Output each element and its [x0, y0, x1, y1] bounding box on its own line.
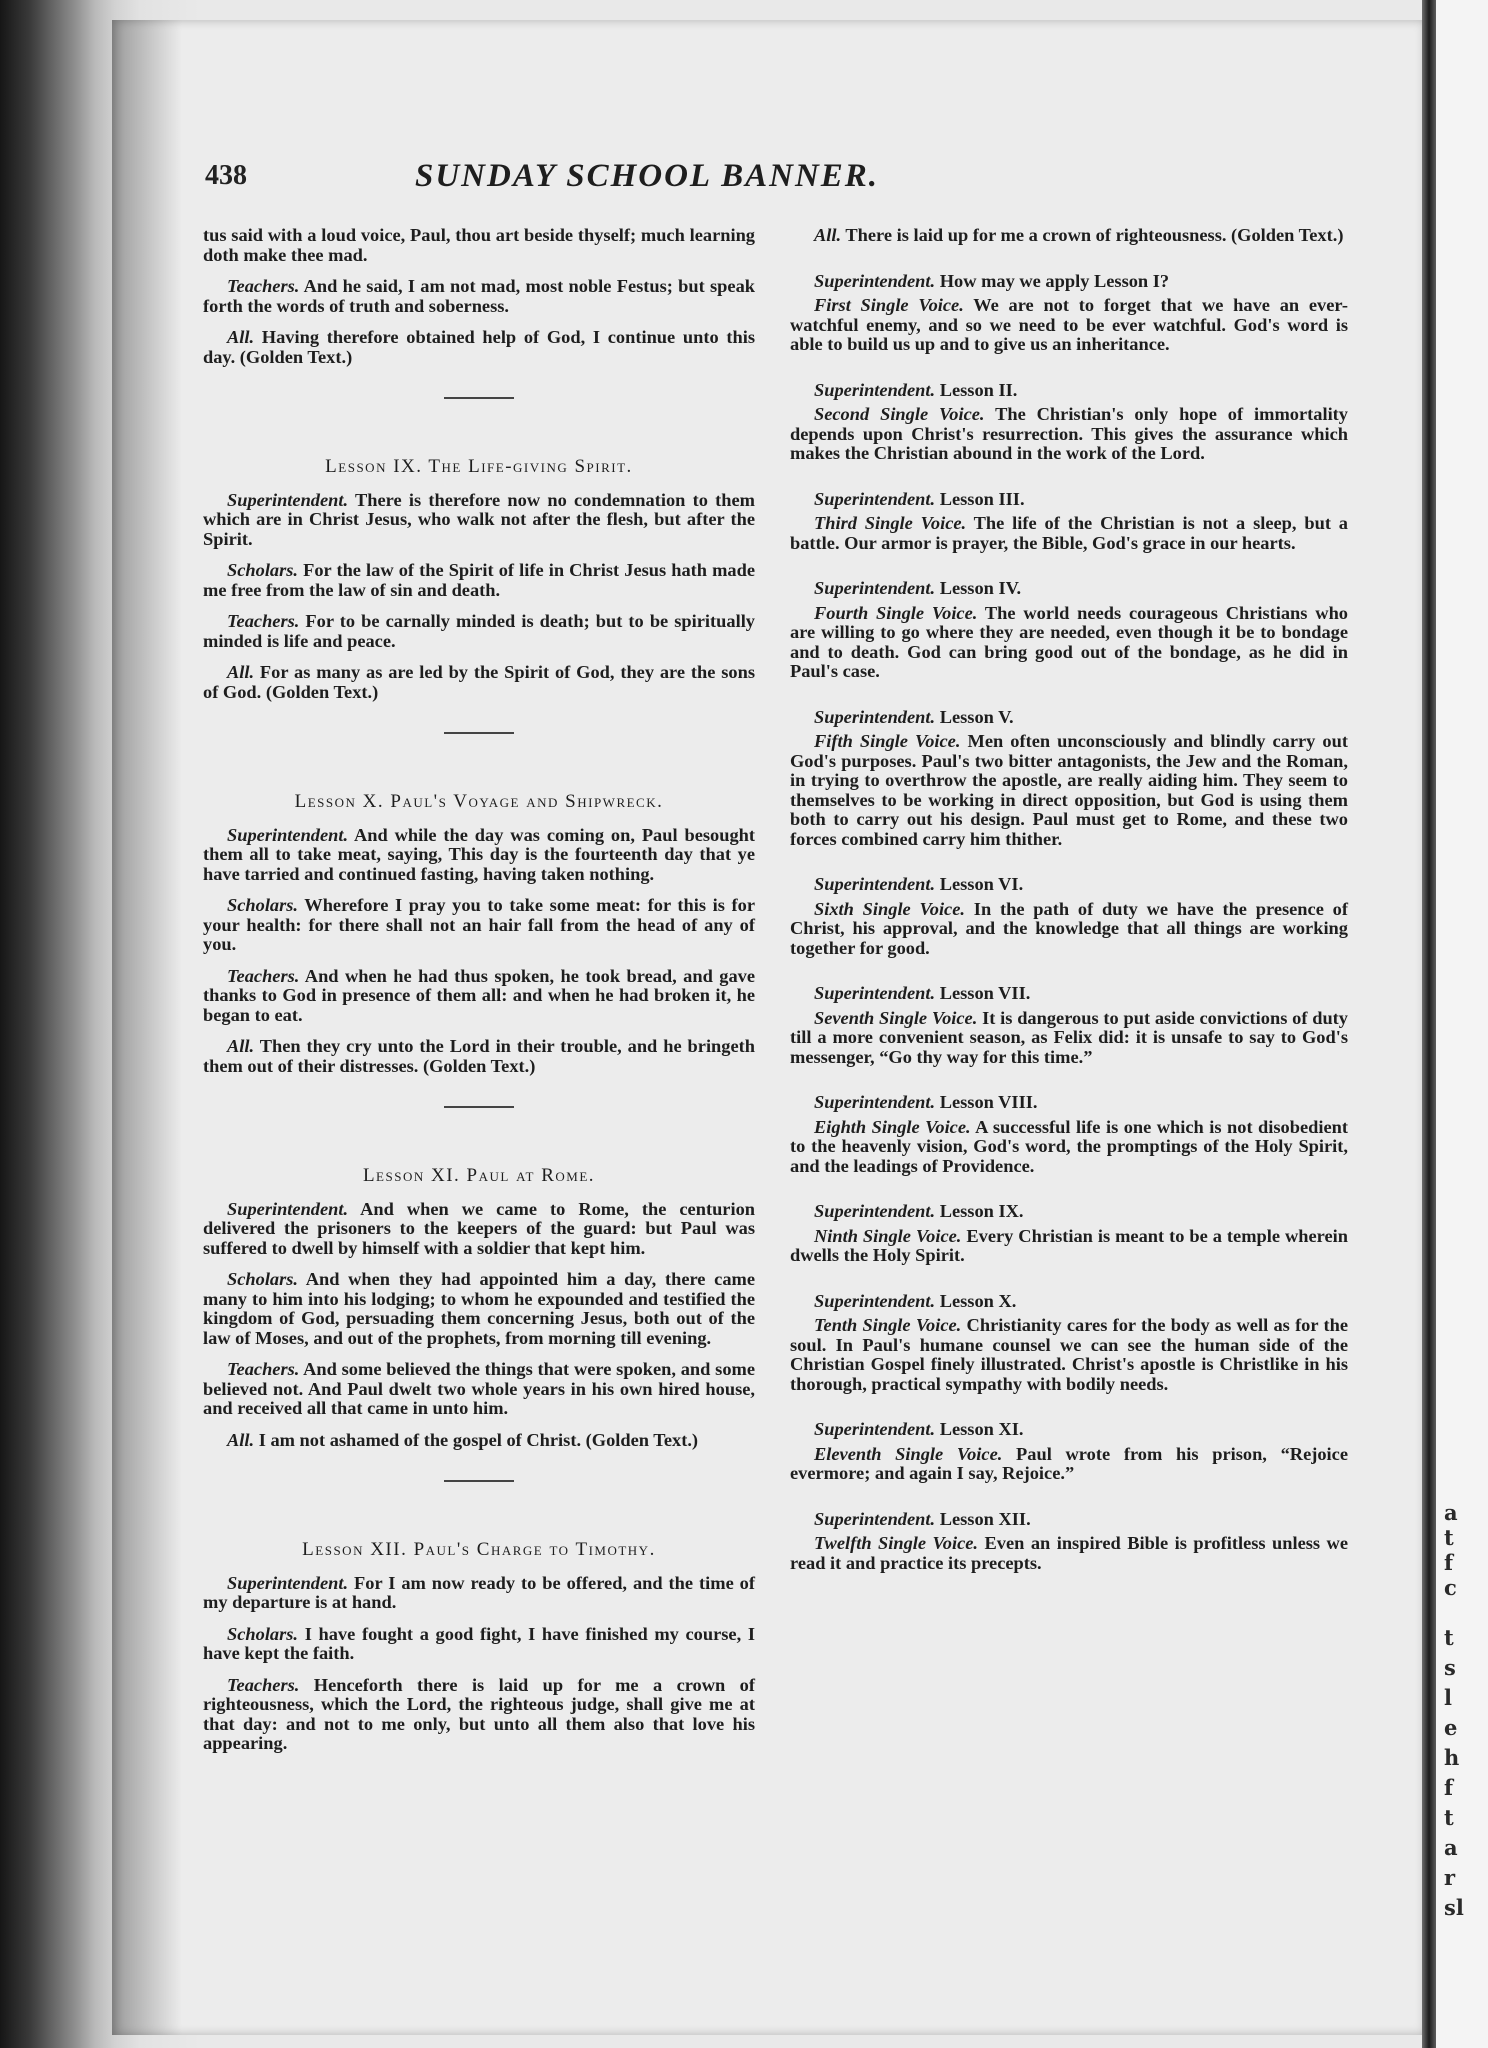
lesson-heading: Lesson XII. Paul's Charge to Timothy.: [302, 1539, 656, 1560]
paragraph-text: Men often unconsciously and blindly carry out God's purposes. Paul's two bitter antagonists, the Jew and the Roman, in trying to overthrow the apostle, are really aiding him. They seem to themselves to be working in direct opposition, but God is using them both to carry out his design. Paul must get to Rome, and these two forces combined carry him thither.: [790, 731, 1348, 849]
speaker-role: Teachers.: [227, 276, 300, 296]
paragraph-text: And when he had thus spoken, he took bread, and gave thanks to God in presence of them all: and when he had broken it, he began to eat.: [203, 965, 755, 1025]
paragraph-text: There is therefore now no condemnation to them which are in Christ Jesus, who walk not after the flesh, but after the Spirit.: [203, 489, 755, 549]
question-paragraph: [790, 708, 1348, 728]
section-divider: [444, 1106, 514, 1108]
voice-role: Eleventh Single Voice.: [814, 1443, 1003, 1464]
speaker-role: Scholars.: [227, 1269, 299, 1289]
voice-role: Twelfth Single Voice.: [814, 1533, 978, 1553]
paragraph-text: Every Christian is meant to be a temple wherein dwells the Holy Spirit.: [790, 1225, 1348, 1265]
lesson-heading: Lesson X. Paul's Voyage and Shipwreck.: [294, 791, 664, 812]
paragraph: [203, 896, 755, 955]
question-paragraph: [790, 1420, 1348, 1440]
speaker-role: Superintendent.: [814, 1508, 936, 1529]
next-page-fragment: f: [1444, 1775, 1454, 1800]
paragraph-text: tus said with a loud voice, Paul, thou art beside thyself; much learning doth make thee mad.: [203, 225, 755, 265]
speaker-role: Superintendent.: [814, 1092, 936, 1112]
paragraph-text: The life of the Christian is not a sleep, but a battle. Our armor is prayer, the Bible, God's grace in our hearts.: [790, 513, 1348, 553]
next-page-fragment: sl: [1444, 1895, 1464, 1920]
question-paragraph: [790, 875, 1348, 895]
paragraph-text: For I am now ready to be offered, and the time of my departure is at hand.: [203, 1572, 755, 1612]
speaker-role: Teachers.: [227, 965, 300, 986]
speaker-role: Superintendent.: [814, 578, 936, 598]
next-page-fragment: c: [1444, 1575, 1457, 1600]
paragraph-text: The world needs courageous Christians who are willing to go where they are needed, even though it be to bondage and to death. God can bring good out of the bondage, as he did in Paul's case.: [790, 602, 1348, 681]
next-page-fragment: e: [1444, 1715, 1458, 1740]
next-page-fragment: t: [1444, 1525, 1454, 1550]
paragraph-text: Lesson II.: [935, 379, 1018, 400]
lesson-heading: Lesson IX. The Life-giving Spirit.: [325, 456, 633, 477]
paragraph-text: And when we came to Rome, the centurion delivered the prisoners to the keepers of the guard: but Paul was suffered to dwell by himself with a soldier that kept him.: [203, 1198, 755, 1258]
paragraph: [203, 967, 755, 1026]
next-page-fragment: s: [1444, 1655, 1456, 1680]
speaker-role: Superintendent.: [814, 983, 936, 1003]
voice-role: Second Single Voice.: [814, 404, 985, 424]
paragraph-text: And when they had appointed him a day, there came many to him into his lodging; to whom he expounded and testified the kingdom of God, persuading them concerning Jesus, both out of the law of Moses, and out of the prophets, from morning till evening.: [203, 1269, 755, 1348]
left-column: [203, 226, 755, 1766]
answer-paragraph: [790, 1009, 1348, 1068]
paragraph: [203, 663, 755, 702]
speaker-role: Superintendent.: [814, 874, 936, 894]
answer-paragraph: [790, 296, 1348, 355]
paragraph-text: For the law of the Spirit of life in Christ Jesus hath made me free from the law of sin and death.: [203, 560, 755, 600]
speaker-role: Superintendent.: [814, 270, 936, 291]
paragraph: [203, 1431, 755, 1451]
paragraph: [790, 226, 1348, 246]
paragraph-text: I have fought a good fight, I have finished my course, I have kept the faith.: [203, 1623, 755, 1663]
section-divider: [444, 732, 514, 734]
paragraph-text: Lesson XII.: [935, 1508, 1031, 1529]
question-paragraph: [790, 381, 1348, 401]
paragraph: [203, 277, 755, 316]
voice-role: Fourth Single Voice.: [814, 602, 978, 623]
speaker-role: Teachers.: [227, 611, 300, 631]
question-paragraph: [790, 1510, 1348, 1530]
lesson-heading: Lesson XI. Paul at Rome.: [362, 1165, 596, 1186]
paragraph-text: And while the day was coming on, Paul besought them all to take meat, saying, This day is the fourteenth day that ye have tarried and continued fasting, having taken nothing.: [203, 824, 755, 884]
next-page-fragment: a: [1444, 1500, 1458, 1525]
paragraph-text: Then they cry unto the Lord in their trouble, and he bringeth them out of their distresses. (Golden Text.): [203, 1036, 755, 1076]
paragraph-text: Lesson IV.: [935, 578, 1022, 598]
speaker-role: Teachers.: [227, 1674, 300, 1695]
speaker-role: Scholars.: [227, 1623, 299, 1644]
question-paragraph: [790, 579, 1348, 599]
question-paragraph: [790, 1292, 1348, 1312]
next-page-fragment: t: [1444, 1625, 1454, 1650]
answer-paragraph: [790, 1445, 1348, 1484]
paragraph-text: For to be carnally minded is death; but to be spiritually minded is life and peace.: [203, 611, 755, 651]
speaker-role: All.: [227, 662, 255, 682]
paragraph-text: Henceforth there is laid up for me a crown of righteousness, which the Lord, the righteous judge, shall give me at that day: and not to me only, but unto all them also that love his appearing.: [203, 1674, 755, 1753]
speaker-role: Teachers.: [227, 1359, 300, 1379]
paragraph: [203, 1360, 755, 1419]
next-page-fragment: h: [1444, 1745, 1460, 1770]
paragraph-text: There is laid up for me a crown of righteousness. (Golden Text.): [841, 225, 1344, 245]
speaker-role: All.: [814, 225, 842, 245]
paragraph: [203, 1625, 755, 1664]
answer-paragraph: [790, 900, 1348, 959]
paragraph: [203, 1270, 755, 1348]
question-paragraph: [790, 272, 1348, 292]
paragraph: [203, 328, 755, 367]
paragraph-text: We are not to forget that we have an ever-watchful enemy, and so we need to be ever watchful. God's word is able to build us up and to give us an inheritance.: [790, 295, 1348, 354]
page-number: 438: [205, 160, 247, 191]
voice-role: Fifth Single Voice.: [814, 731, 961, 751]
next-page-fragment: f: [1444, 1550, 1454, 1575]
paragraph-text: Lesson VII.: [935, 983, 1031, 1003]
right-column: [790, 226, 1348, 1585]
voice-role: Third Single Voice.: [814, 513, 967, 533]
paragraph-text: Christianity cares for the body as well as for the soul. In Paul's humane counsel we can see the human side of the Christian Gospel finely illustrated. Christ's apostle is Christlike in his thorough, practical sympathy with bodily needs.: [790, 1315, 1348, 1394]
answer-paragraph: [790, 514, 1348, 553]
speaker-role: All.: [227, 327, 255, 347]
answer-paragraph: [790, 732, 1348, 849]
speaker-role: Scholars.: [227, 895, 299, 915]
paragraph: [203, 1676, 755, 1754]
answer-paragraph: [790, 1534, 1348, 1573]
section-divider: [444, 1480, 514, 1482]
speaker-role: Superintendent.: [814, 488, 936, 509]
speaker-role: Superintendent.: [814, 706, 936, 727]
speaker-role: All.: [227, 1429, 255, 1450]
answer-paragraph: [790, 1118, 1348, 1177]
speaker-role: All.: [227, 1036, 255, 1056]
section-divider: [444, 397, 514, 399]
paragraph-text: How may we apply Lesson I?: [935, 270, 1170, 291]
page-gutter: [1422, 0, 1436, 2048]
paragraph-text: Lesson X.: [935, 1290, 1017, 1311]
paragraph: [203, 226, 755, 265]
voice-role: First Single Voice.: [814, 295, 964, 315]
paragraph: [203, 826, 755, 885]
speaker-role: Superintendent.: [814, 1290, 936, 1311]
speaker-role: Scholars.: [227, 560, 299, 580]
answer-paragraph: [790, 1227, 1348, 1266]
paragraph: [203, 561, 755, 600]
paragraph-text: It is dangerous to put aside convictions of duty till a more convenient season, as Felix did: it is unsafe to say to God's messenger, “Go thy way for this time.”: [790, 1007, 1348, 1067]
paragraph: [203, 491, 755, 550]
page-shadow: [112, 20, 182, 2035]
paragraph: [203, 1037, 755, 1076]
paragraph-text: Lesson III.: [935, 488, 1025, 509]
next-page-fragment: t: [1444, 1805, 1454, 1830]
speaker-role: Superintendent.: [227, 1198, 349, 1219]
voice-role: Ninth Single Voice.: [814, 1225, 962, 1246]
speaker-role: Superintendent.: [227, 1572, 349, 1593]
answer-paragraph: [790, 1316, 1348, 1394]
paragraph-text: In the path of duty we have the presence of Christ, his approval, and the knowledge that all things are working together for good.: [790, 898, 1348, 958]
speaker-role: Superintendent.: [227, 824, 349, 845]
paragraph-text: Lesson XI.: [935, 1419, 1024, 1439]
voice-role: Seventh Single Voice.: [814, 1007, 978, 1028]
paragraph-text: Having therefore obtained help of God, I continue unto this day. (Golden Text.): [203, 327, 755, 367]
voice-role: Eighth Single Voice.: [814, 1116, 971, 1137]
speaker-role: Superintendent.: [227, 489, 349, 510]
paragraph: [203, 1200, 755, 1259]
paragraph-text: For as many as are led by the Spirit of God, they are the sons of God. (Golden Text.): [203, 662, 755, 702]
paragraph-text: And he said, I am not mad, most noble Festus; but speak forth the words of truth and soberness.: [203, 276, 755, 316]
speaker-role: Superintendent.: [814, 1201, 936, 1221]
adjacent-page: [1436, 0, 1488, 2048]
question-paragraph: [790, 490, 1348, 510]
paragraph-text: And some believed the things that were spoken, and some believed not. And Paul dwelt two whole years in his own hired house, and received all that came in unto him.: [203, 1359, 755, 1418]
next-page-fragment: a: [1444, 1835, 1458, 1860]
answer-paragraph: [790, 604, 1348, 682]
answer-paragraph: [790, 405, 1348, 464]
page-header: [205, 160, 1025, 200]
paragraph-text: Wherefore I pray you to take some meat: for this is for your health: for there shall not an hair fall from the head of any of you.: [203, 895, 755, 954]
paragraph-text: Lesson VIII.: [935, 1092, 1038, 1112]
speaker-role: Superintendent.: [814, 1419, 936, 1439]
paragraph-text: Paul wrote from his prison, “Rejoice evermore; and again I say, Rejoice.”: [790, 1443, 1348, 1483]
paragraph-text: Even an inspired Bible is profitless unless we read it and practice its precepts.: [790, 1533, 1348, 1573]
paragraph: [203, 612, 755, 651]
paragraph-text: Lesson IX.: [935, 1201, 1024, 1221]
paragraph-text: A successful life is one which is not disobedient to the heavenly vision, God's word, the promptings of the Holy Spirit, and the leadings of Providence.: [790, 1116, 1348, 1176]
question-paragraph: [790, 984, 1348, 1004]
voice-role: Sixth Single Voice.: [814, 898, 965, 919]
paragraph-text: Lesson V.: [935, 706, 1014, 727]
paragraph-text: Lesson VI.: [935, 874, 1024, 894]
speaker-role: Superintendent.: [814, 379, 936, 400]
next-page-fragment: l: [1444, 1685, 1452, 1710]
paragraph-text: I am not ashamed of the gospel of Christ. (Golden Text.): [254, 1429, 699, 1450]
voice-role: Tenth Single Voice.: [814, 1315, 962, 1335]
question-paragraph: [790, 1202, 1348, 1222]
running-title: SUNDAY SCHOOL BANNER.: [415, 158, 880, 194]
next-page-fragment: r: [1444, 1865, 1456, 1890]
paragraph: [203, 1574, 755, 1613]
question-paragraph: [790, 1093, 1348, 1113]
paragraph-text: The Christian's only hope of immortality depends upon Christ's resurrection. This gives the assurance which makes the Christian abound in the work of the Lord.: [790, 404, 1348, 463]
